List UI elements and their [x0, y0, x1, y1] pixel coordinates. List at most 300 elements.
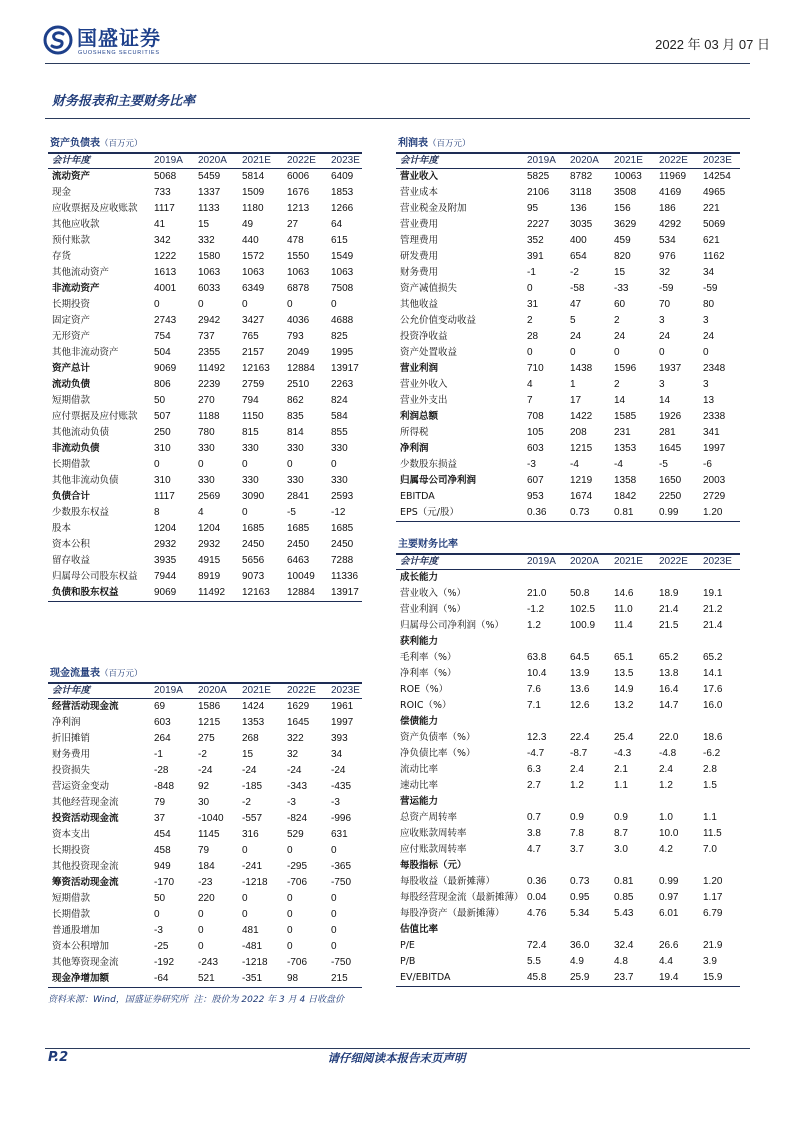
table-row	[48, 233, 362, 249]
row-value: 32.4	[614, 940, 634, 951]
row-value: -435	[331, 781, 352, 792]
row-value: 0.7	[527, 812, 541, 823]
row-value: 22.4	[570, 732, 590, 743]
table-body	[48, 169, 362, 602]
row-value: 10.4	[527, 668, 547, 679]
header-year: 2022E	[287, 685, 316, 696]
table-row	[48, 185, 362, 201]
row-value: 50.8	[570, 588, 590, 599]
row-value: 400	[570, 235, 587, 246]
row-label: 资产处置收益	[400, 347, 458, 358]
row-label: 净负债比率（%）	[400, 748, 476, 759]
row-label: 营业外支出	[400, 395, 448, 406]
row-value: 92	[198, 781, 210, 792]
row-value: 231	[614, 427, 631, 438]
row-value: 0	[287, 909, 293, 920]
row-value: 0.81	[614, 876, 634, 887]
row-value: -59	[659, 283, 674, 294]
row-value: 0.9	[614, 812, 628, 823]
row-value: 14254	[703, 171, 731, 182]
row-value: 1842	[614, 491, 637, 502]
table-row	[396, 281, 740, 297]
table-row	[396, 602, 740, 618]
row-value: 6463	[287, 555, 310, 566]
row-value: 1.2	[527, 620, 541, 631]
row-value: 0	[154, 299, 160, 310]
row-value: 2.8	[703, 764, 717, 775]
row-value: 0	[154, 459, 160, 470]
row-value: 4036	[287, 315, 310, 326]
row-label: 筹资活动现金流	[52, 877, 119, 888]
row-value: 953	[527, 491, 544, 502]
row-value: 7.6	[527, 684, 541, 695]
table-row	[396, 313, 740, 329]
row-value: 2759	[242, 379, 265, 390]
row-value: 3.0	[614, 844, 628, 855]
row-label: 归属母公司股东权益	[52, 571, 138, 582]
row-value: 0.73	[570, 507, 590, 518]
table-row	[48, 779, 362, 795]
row-value: 15	[198, 219, 210, 230]
footer-disclaimer: 请仔细阅读本报告末页声明	[327, 1051, 466, 1065]
row-value: -295	[287, 861, 308, 872]
row-value: -996	[331, 813, 352, 824]
row-value: 26.6	[659, 940, 679, 951]
table-row	[396, 329, 740, 345]
row-value: 2049	[287, 347, 310, 358]
table-title-text: 主要财务比率	[398, 539, 458, 550]
row-value: 1117	[154, 203, 175, 214]
row-value: 105	[527, 427, 544, 438]
table-row	[48, 907, 362, 923]
header-label: 会计年度	[52, 685, 91, 696]
row-value: -1218	[242, 957, 268, 968]
row-value: 607	[527, 475, 544, 486]
row-value: 6.79	[703, 908, 723, 919]
row-label: 流动资产	[52, 171, 91, 182]
row-label: 营业利润（%）	[400, 604, 467, 615]
row-value: 393	[331, 733, 348, 744]
row-value: 45.8	[527, 972, 547, 983]
row-value: 0	[331, 299, 337, 310]
row-label: 预付账款	[52, 235, 91, 246]
row-value: 98	[287, 973, 299, 984]
row-value: 0	[659, 347, 665, 358]
row-value: 13.5	[614, 668, 634, 679]
row-value: 18.6	[703, 732, 723, 743]
row-value: -185	[242, 781, 263, 792]
row-value: 1674	[570, 491, 593, 502]
row-label: 毛利率（%）	[400, 652, 457, 663]
row-value: 1645	[659, 443, 682, 454]
row-value: 0.04	[527, 892, 547, 903]
table-row	[48, 843, 362, 859]
row-value: 1.17	[703, 892, 723, 903]
row-value: -1218	[242, 877, 268, 888]
table-row	[48, 715, 362, 731]
row-label: 应收账款周转率	[400, 828, 467, 839]
row-value: 1645	[287, 717, 310, 728]
row-value: 1572	[242, 251, 265, 262]
row-value: 3	[659, 315, 665, 326]
table-row	[48, 297, 362, 313]
row-label: 负债合计	[52, 491, 91, 502]
row-value: 5656	[242, 555, 265, 566]
row-value: 215	[331, 973, 348, 984]
row-label: 财务费用	[52, 749, 91, 760]
table-header-row	[48, 682, 362, 699]
row-value: 1937	[659, 363, 682, 374]
row-label: 营运能力	[400, 796, 439, 807]
header-label: 会计年度	[400, 155, 439, 166]
row-label: 其他投资现金流	[52, 861, 119, 872]
row-value: 0	[287, 459, 293, 470]
row-label: 非流动负债	[52, 443, 100, 454]
row-value: 21.0	[527, 588, 547, 599]
row-value: -64	[154, 973, 169, 984]
row-value: 332	[198, 235, 215, 246]
header-label: 会计年度	[400, 556, 439, 567]
row-value: 0	[614, 347, 620, 358]
row-value: -5	[659, 459, 668, 470]
table-row	[396, 730, 740, 746]
table-row	[48, 201, 362, 217]
row-value: 3.7	[570, 844, 584, 855]
section-row	[396, 858, 740, 874]
row-value: 220	[198, 893, 215, 904]
row-value: 156	[614, 203, 631, 214]
row-value: 1358	[614, 475, 637, 486]
row-value: 1424	[242, 701, 265, 712]
row-value: 330	[198, 443, 215, 454]
page-number: P.2	[48, 1050, 69, 1065]
row-label: 应付账款周转率	[400, 844, 467, 855]
row-value: 459	[614, 235, 631, 246]
row-value: 2.1	[614, 764, 628, 775]
row-value: 862	[287, 395, 304, 406]
table-row	[48, 409, 362, 425]
row-value: 1215	[198, 717, 221, 728]
financial-ratios-table	[396, 536, 740, 987]
row-value: 2942	[198, 315, 221, 326]
row-value: 322	[287, 733, 304, 744]
table-row	[48, 859, 362, 875]
row-value: 50	[154, 893, 166, 904]
row-label: 短期借款	[52, 395, 91, 406]
row-value: 5	[570, 315, 576, 326]
table-row	[396, 297, 740, 313]
row-value: 17.6	[703, 684, 723, 695]
table-header-row	[396, 553, 740, 570]
row-value: 3.8	[527, 828, 541, 839]
table-row	[396, 377, 740, 393]
row-value: -365	[331, 861, 352, 872]
row-value: -706	[287, 957, 308, 968]
row-value: 4.2	[659, 844, 673, 855]
row-value: -192	[154, 957, 175, 968]
table-row	[48, 457, 362, 473]
row-value: 186	[659, 203, 676, 214]
row-value: 1685	[287, 523, 310, 534]
row-value: 21.9	[703, 940, 723, 951]
row-value: 3	[703, 315, 709, 326]
table-unit: （百万元）	[100, 669, 143, 679]
row-value: 6409	[331, 171, 354, 182]
row-label: 营业税金及附加	[400, 203, 467, 214]
table-row	[48, 329, 362, 345]
row-value: -24	[198, 765, 213, 776]
row-value: 13917	[331, 363, 359, 374]
row-value: 1509	[242, 187, 265, 198]
table-body	[396, 169, 740, 522]
header-year: 2021E	[242, 155, 271, 166]
row-value: 19.4	[659, 972, 679, 983]
row-value: 7944	[154, 571, 177, 582]
row-value: 1145	[198, 829, 220, 840]
row-value: -3	[331, 797, 340, 808]
row-value: -1	[154, 749, 163, 760]
row-value: 2.4	[570, 764, 584, 775]
row-value: 64.5	[570, 652, 590, 663]
row-value: 0	[527, 283, 533, 294]
row-value: 2239	[198, 379, 221, 390]
section-divider	[45, 118, 750, 119]
row-value: 0.85	[614, 892, 634, 903]
row-value: 316	[242, 829, 259, 840]
row-label: 营业外收入	[400, 379, 448, 390]
row-value: 13.9	[570, 668, 590, 679]
row-label: 利润总额	[400, 411, 439, 422]
table-row	[48, 569, 362, 585]
table-row	[48, 265, 362, 281]
row-value: -4.7	[527, 748, 545, 759]
row-value: -170	[154, 877, 175, 888]
source-note: 资料来源：Wind，国盛证券研究所 注：股价为 2022 年 3 月 4 日收盘价	[48, 995, 345, 1005]
row-label: 营业费用	[400, 219, 439, 230]
row-value: -3	[154, 925, 163, 936]
row-value: 2157	[242, 347, 265, 358]
row-value: 5.43	[614, 908, 634, 919]
row-value: 1	[570, 379, 576, 390]
row-value: 330	[287, 443, 304, 454]
row-value: 2106	[527, 187, 550, 198]
row-value: 4	[527, 379, 533, 390]
row-value: 1.5	[703, 780, 717, 791]
row-value: 1162	[703, 251, 725, 262]
table-row	[48, 923, 362, 939]
row-value: 14.1	[703, 668, 723, 679]
header-divider	[45, 63, 750, 64]
row-label: 普通股增加	[52, 925, 100, 936]
row-value: 63.8	[527, 652, 547, 663]
row-value: 21.5	[659, 620, 679, 631]
header-year: 2021E	[242, 685, 271, 696]
row-label: 资本支出	[52, 829, 91, 840]
row-value: 3	[703, 379, 709, 390]
row-value: 806	[154, 379, 171, 390]
row-value: 50	[154, 395, 166, 406]
row-label: 折旧摊销	[52, 733, 91, 744]
row-value: -6.2	[703, 748, 721, 759]
table-row	[48, 731, 362, 747]
table-row	[396, 457, 740, 473]
row-value: 6006	[287, 171, 310, 182]
row-value: 6878	[287, 283, 310, 294]
row-value: -351	[242, 973, 263, 984]
row-value: 12163	[242, 363, 270, 374]
row-value: 7.0	[703, 844, 717, 855]
row-value: 5.34	[570, 908, 590, 919]
header-year: 2019A	[527, 155, 556, 166]
row-value: 4688	[331, 315, 354, 326]
row-label: 负债和股东权益	[52, 587, 119, 598]
row-value: 0	[198, 909, 204, 920]
row-value: 2003	[703, 475, 726, 486]
row-label: 营运资金变动	[52, 781, 110, 792]
table-row	[48, 763, 362, 779]
row-label: 公允价值变动收益	[400, 315, 477, 326]
row-value: 1204	[154, 523, 177, 534]
table-row	[48, 169, 362, 185]
row-value: 9069	[154, 363, 177, 374]
row-value: -5	[287, 507, 296, 518]
row-value: -243	[198, 957, 219, 968]
row-value: 0.95	[570, 892, 590, 903]
table-title	[48, 665, 362, 682]
row-value: 184	[198, 861, 215, 872]
row-value: 3090	[242, 491, 265, 502]
row-value: -4	[614, 459, 623, 470]
row-value: 0	[198, 299, 204, 310]
row-value: 3629	[614, 219, 637, 230]
row-value: 733	[154, 187, 171, 198]
table-row	[396, 393, 740, 409]
table-body	[396, 570, 740, 987]
row-value: 4915	[198, 555, 221, 566]
row-value: 342	[154, 235, 171, 246]
row-label: 每股指标（元）	[400, 860, 467, 871]
row-value: 79	[154, 797, 166, 808]
header-year: 2023E	[331, 685, 360, 696]
table-row	[396, 842, 740, 858]
row-value: 13	[703, 395, 715, 406]
row-label: 其他非流动资产	[52, 347, 119, 358]
row-value: 391	[527, 251, 544, 262]
row-value: 4965	[703, 187, 726, 198]
row-value: 310	[154, 475, 171, 486]
row-label: 资产负债率（%）	[400, 732, 476, 743]
row-value: 70	[659, 299, 671, 310]
row-value: 603	[527, 443, 544, 454]
table-row	[396, 345, 740, 361]
row-value: 10063	[614, 171, 642, 182]
row-value: 4001	[154, 283, 177, 294]
logo-subtitle: GUOSHENG SECURITIES	[78, 50, 160, 56]
row-value: 10.0	[659, 828, 679, 839]
row-value: 2	[614, 315, 620, 326]
row-label: 资产减值损失	[400, 283, 458, 294]
row-value: 0	[287, 299, 293, 310]
row-value: 793	[287, 331, 304, 342]
row-value: 25.9	[570, 972, 590, 983]
row-value: 281	[659, 427, 676, 438]
row-value: 2348	[703, 363, 726, 374]
row-value: 631	[331, 829, 348, 840]
table-row	[48, 473, 362, 489]
row-value: 603	[154, 717, 171, 728]
table-row	[396, 201, 740, 217]
row-value: 24	[659, 331, 671, 342]
row-value: 15.9	[703, 972, 723, 983]
row-value: 341	[703, 427, 720, 438]
row-label: 归属母公司净利润（%）	[400, 620, 505, 631]
row-value: 1550	[287, 251, 310, 262]
row-value: 4.8	[614, 956, 628, 967]
row-value: -706	[287, 877, 308, 888]
table-title	[48, 135, 362, 152]
row-value: -824	[287, 813, 308, 824]
row-label: 投资活动现金流	[52, 813, 119, 824]
table-unit: （百万元）	[428, 139, 471, 149]
row-value: 7288	[331, 555, 354, 566]
row-value: -24	[331, 765, 346, 776]
row-value: 23.7	[614, 972, 634, 983]
row-value: 5814	[242, 171, 265, 182]
logo-name: 国盛证券	[77, 26, 161, 50]
row-value: 9069	[154, 587, 177, 598]
row-value: 28	[527, 331, 539, 342]
row-value: 2841	[287, 491, 310, 502]
row-label: 其他筹资现金流	[52, 957, 119, 968]
row-value: 1676	[287, 187, 310, 198]
row-label: 其他收益	[400, 299, 439, 310]
table-row	[48, 377, 362, 393]
row-label: 长期投资	[52, 299, 91, 310]
row-value: 0	[242, 893, 248, 904]
row-value: 835	[287, 411, 304, 422]
guosheng-logo-icon	[43, 25, 73, 55]
row-value: 4.4	[659, 956, 673, 967]
row-value: 11492	[198, 587, 226, 598]
row-value: 2263	[331, 379, 354, 390]
row-value: 0	[331, 845, 337, 856]
header-label: 会计年度	[52, 155, 91, 166]
table-row	[396, 874, 740, 890]
row-value: 2510	[287, 379, 310, 390]
row-value: 0.73	[570, 876, 590, 887]
row-value: 2.4	[659, 764, 673, 775]
row-value: 815	[242, 427, 259, 438]
row-value: 14.6	[614, 588, 634, 599]
row-value: 79	[198, 845, 210, 856]
row-value: 8782	[570, 171, 593, 182]
row-label: 少数股东权益	[52, 507, 110, 518]
row-value: 1150	[242, 411, 264, 422]
table-row	[48, 699, 362, 715]
header-year: 2019A	[154, 685, 183, 696]
row-value: 19.1	[703, 588, 723, 599]
row-value: 1.2	[570, 780, 584, 791]
row-value: 1.20	[703, 507, 723, 518]
table-row	[396, 489, 740, 505]
row-value: 534	[659, 235, 676, 246]
table-row	[396, 666, 740, 682]
row-value: 8919	[198, 571, 221, 582]
row-label: 资本公积增加	[52, 941, 110, 952]
row-value: 47	[570, 299, 582, 310]
row-label: ROE（%）	[400, 684, 449, 695]
header-year: 2023E	[703, 556, 732, 567]
